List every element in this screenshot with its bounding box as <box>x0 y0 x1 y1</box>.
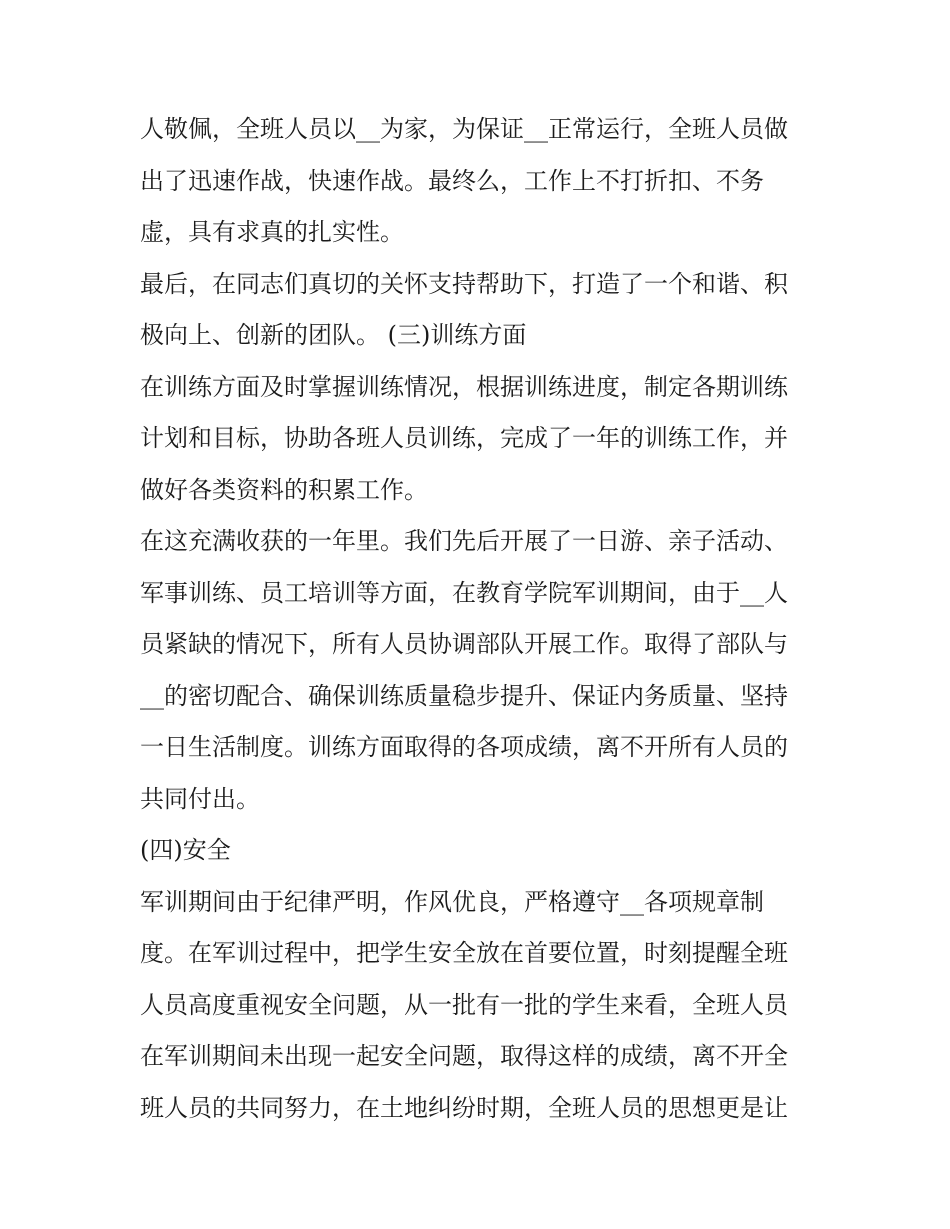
text-line: 极向上、创新的团队。 (三)训练方面 <box>140 321 527 349</box>
text-line: 计划和目标，协助各班人员训练，完成了一年的训练工作，并 <box>140 424 788 452</box>
text-line: 军训期间由于纪律严明，作风优良，严格遵守__各项规章制 <box>140 887 764 916</box>
text-line: 军事训练、员工培训等方面，在教育学院军训期间，由于__人 <box>140 578 788 607</box>
section-heading: (四)安全 <box>140 836 231 864</box>
text-line: 做好各类资料的积累工作。 <box>140 475 428 504</box>
text-line: 出了迅速作战，快速作战。最终么，工作上不打折扣、不务 <box>140 166 764 195</box>
text-line: 在军训期间未出现一起安全问题，取得这样的成绩，离不开全 <box>140 1042 788 1070</box>
text-line: 人敬佩，全班人员以__为家，为保证__正常运行，全班人员做 <box>140 115 788 143</box>
text-line: 人员高度重视安全问题，从一批有一批的学生来看，全班人员 <box>140 990 788 1019</box>
text-line: 在这充满收获的一年里。我们先后开展了一日游、亲子活动、 <box>140 527 788 555</box>
text-line: 虚，具有求真的扎实性。 <box>140 218 404 246</box>
text-line: 在训练方面及时掌握训练情况，根据训练进度，制定各期训练 <box>140 372 788 401</box>
text-line: 班人员的共同努力，在土地纠纷时期，全班人员的思想更是让 <box>140 1093 788 1122</box>
text-line: __的密切配合、确保训练质量稳步提升、保证内务质量、坚持 <box>140 681 788 710</box>
text-line: 最后，在同志们真切的关怀支持帮助下，打造了一个和谐、积 <box>140 269 788 298</box>
text-line: 度。在军训过程中，把学生安全放在首要位置，时刻提醒全班 <box>140 939 788 967</box>
text-line: 员紧缺的情况下，所有人员协调部队开展工作。取得了部队与 <box>140 630 788 658</box>
document-body <box>140 104 820 1134</box>
text-line: 一日生活制度。训练方面取得的各项成绩，离不开所有人员的 <box>140 733 788 761</box>
text-line: 共同付出。 <box>140 784 260 813</box>
